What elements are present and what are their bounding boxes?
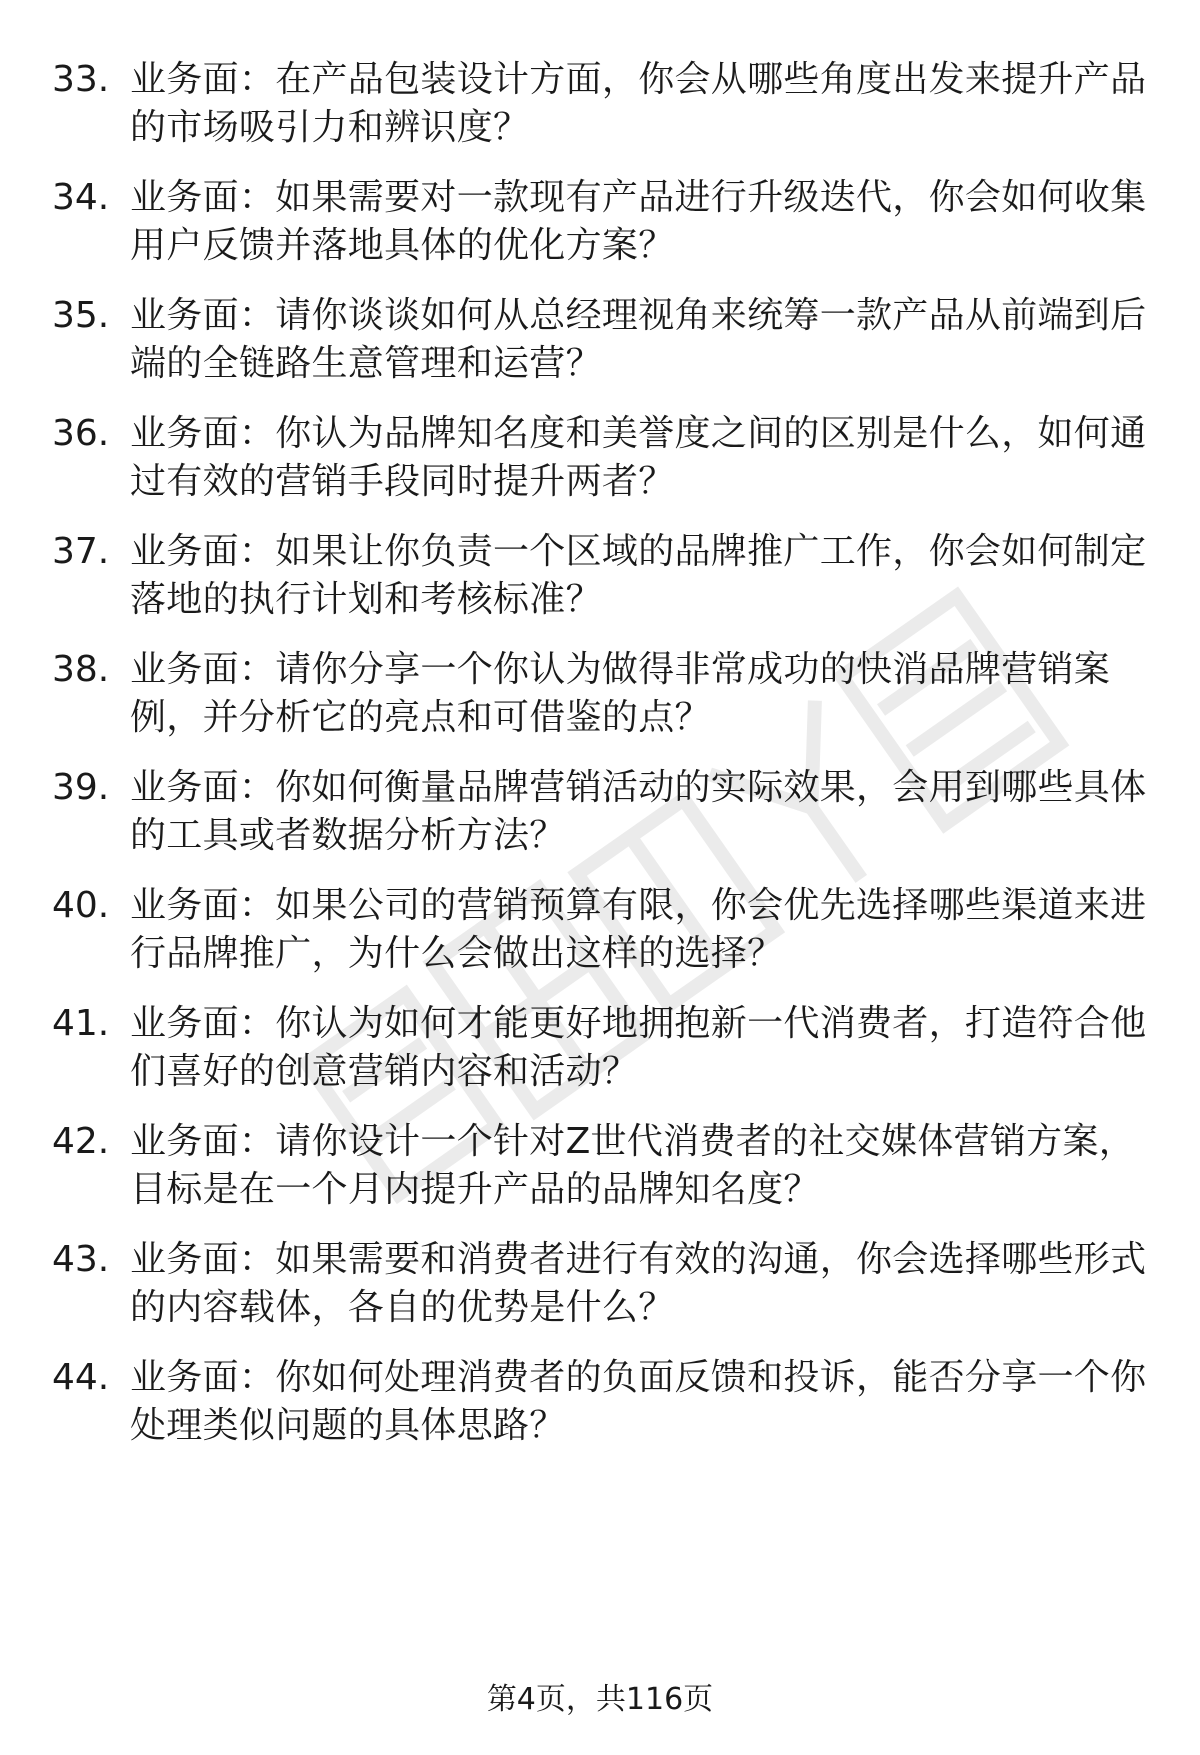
question-item: [52, 1236, 1152, 1332]
question-text: 业务面：如果需要和消费者进行有效的沟通，你会选择哪些形式的内容载体，各自的优势是什么？: [130, 1239, 1147, 1328]
question-text: 业务面：请你分享一个你认为做得非常成功的快消品牌营销案例，并分析它的亮点和可借鉴的点？: [130, 649, 1111, 738]
question-text: 业务面：如果让你负责一个区域的品牌推广工作，你会如何制定落地的执行计划和考核标准？: [130, 531, 1147, 620]
question-item: [52, 1354, 1152, 1450]
question-item: [52, 1000, 1152, 1096]
question-text: 业务面：你认为品牌知名度和美誉度之间的区别是什么，如何通过有效的营销手段同时提升两者？: [130, 413, 1147, 502]
question-number: 44.: [52, 1357, 110, 1398]
question-item: [52, 174, 1152, 270]
question-number: 35.: [52, 295, 110, 336]
question-number: 41.: [52, 1003, 110, 1044]
question-text: 业务面：请你谈谈如何从总经理视角来统筹一款产品从前端到后端的全链路生意管理和运营？: [130, 295, 1147, 384]
page-number-label: 第4页，共116页: [486, 1682, 714, 1717]
question-text: 业务面：如果需要对一款现有产品进行升级迭代，你会如何收集用户反馈并落地具体的优化方案？: [130, 177, 1147, 266]
question-number: 36.: [52, 413, 110, 454]
question-item: [52, 764, 1152, 860]
question-text: 业务面：你如何处理消费者的负面反馈和投诉，能否分享一个你处理类似问题的具体思路？: [130, 1357, 1147, 1446]
question-number: 43.: [52, 1239, 110, 1280]
question-number: 38.: [52, 649, 110, 690]
question-item: [52, 882, 1152, 978]
question-item: [52, 410, 1152, 506]
question-text: 业务面：你如何衡量品牌营销活动的实际效果，会用到哪些具体的工具或者数据分析方法？: [130, 767, 1147, 856]
question-item: [52, 1118, 1152, 1214]
question-number: 33.: [52, 59, 110, 100]
question-text: 业务面：在产品包装设计方面，你会从哪些角度出发来提升产品的市场吸引力和辨识度？: [130, 59, 1147, 148]
question-text: 业务面：如果公司的营销预算有限，你会优先选择哪些渠道来进行品牌推广，为什么会做出这样的选择？: [130, 885, 1147, 974]
question-item: [52, 528, 1152, 624]
question-number: 39.: [52, 767, 110, 808]
question-text: 业务面：请你设计一个针对Z世代消费者的社交媒体营销方案，目标是在一个月内提升产品的品牌知名度？: [130, 1121, 1136, 1210]
question-number: 42.: [52, 1121, 110, 1162]
question-number: 40.: [52, 885, 110, 926]
question-number: 37.: [52, 531, 110, 572]
question-item: [52, 56, 1152, 152]
question-number: 34.: [52, 177, 110, 218]
question-item: [52, 646, 1152, 742]
page-footer: [0, 1680, 1200, 1720]
question-text: 业务面：你认为如何才能更好地拥抱新一代消费者，打造符合他们喜好的创意营销内容和活动？: [130, 1003, 1147, 1092]
question-item: [52, 292, 1152, 388]
